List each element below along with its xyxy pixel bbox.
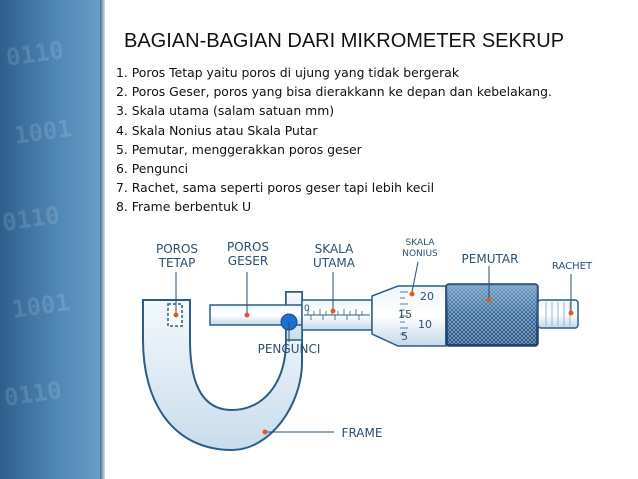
thimble-mark-15: 15 xyxy=(398,308,412,321)
main-scale-zero: 0 xyxy=(304,304,310,314)
list-item: 6. Pengunci xyxy=(116,161,189,177)
list-item: 2. Poros Geser, poros yang bisa dierakkann ke depan dan kebelakang. xyxy=(116,84,552,100)
background-digits: 0110 xyxy=(4,36,66,72)
list-item: 8. Frame berbentuk U xyxy=(116,199,252,215)
label-line: UTAMA xyxy=(313,256,355,270)
label-frame: FRAME xyxy=(341,426,383,440)
label-pengunci: PENGUNCI xyxy=(257,342,321,356)
list-item: 7. Rachet, sama seperti poros geser tapi lebih kecil xyxy=(116,180,435,196)
label-line: SKALA xyxy=(405,238,435,248)
label-rachet: RACHET xyxy=(551,261,593,272)
slide-title: BAGIAN-BAGIAN DARI MIKROMETER SEKRUP xyxy=(124,30,565,52)
label-poros-geser xyxy=(218,240,278,268)
label-line: GESER xyxy=(227,254,269,268)
label-line: TETAP xyxy=(158,256,196,270)
background-digits: 0110 xyxy=(2,376,64,412)
label-poros-tetap xyxy=(146,242,208,270)
label-pemutar: PEMUTAR xyxy=(461,252,519,266)
thimble-mark-10: 10 xyxy=(418,318,432,331)
background-digits: 1001 xyxy=(10,288,72,324)
list-item: 5. Pemutar, menggerakkan poros geser xyxy=(116,141,362,157)
list-item: 1. Poros Tetap yaitu poros di ujung yang tidak bergerak xyxy=(116,65,459,80)
label-line: POROS xyxy=(155,242,199,256)
background-digits: 0110 xyxy=(0,201,62,237)
label-line: POROS xyxy=(226,240,270,254)
background-digits: 1001 xyxy=(12,114,74,150)
label-skala-nonius xyxy=(395,238,445,260)
label-line: NONIUS xyxy=(402,249,438,259)
list-item: 4. Skala Nonius atau Skala Putar xyxy=(116,122,318,138)
thimble-mark-5: 5 xyxy=(401,330,408,343)
label-skala-utama xyxy=(304,242,364,270)
thimble-mark-20: 20 xyxy=(420,290,434,303)
label-line: SKALA xyxy=(314,242,354,256)
list-item: 3. Skala utama (salam satuan mm) xyxy=(116,103,335,119)
